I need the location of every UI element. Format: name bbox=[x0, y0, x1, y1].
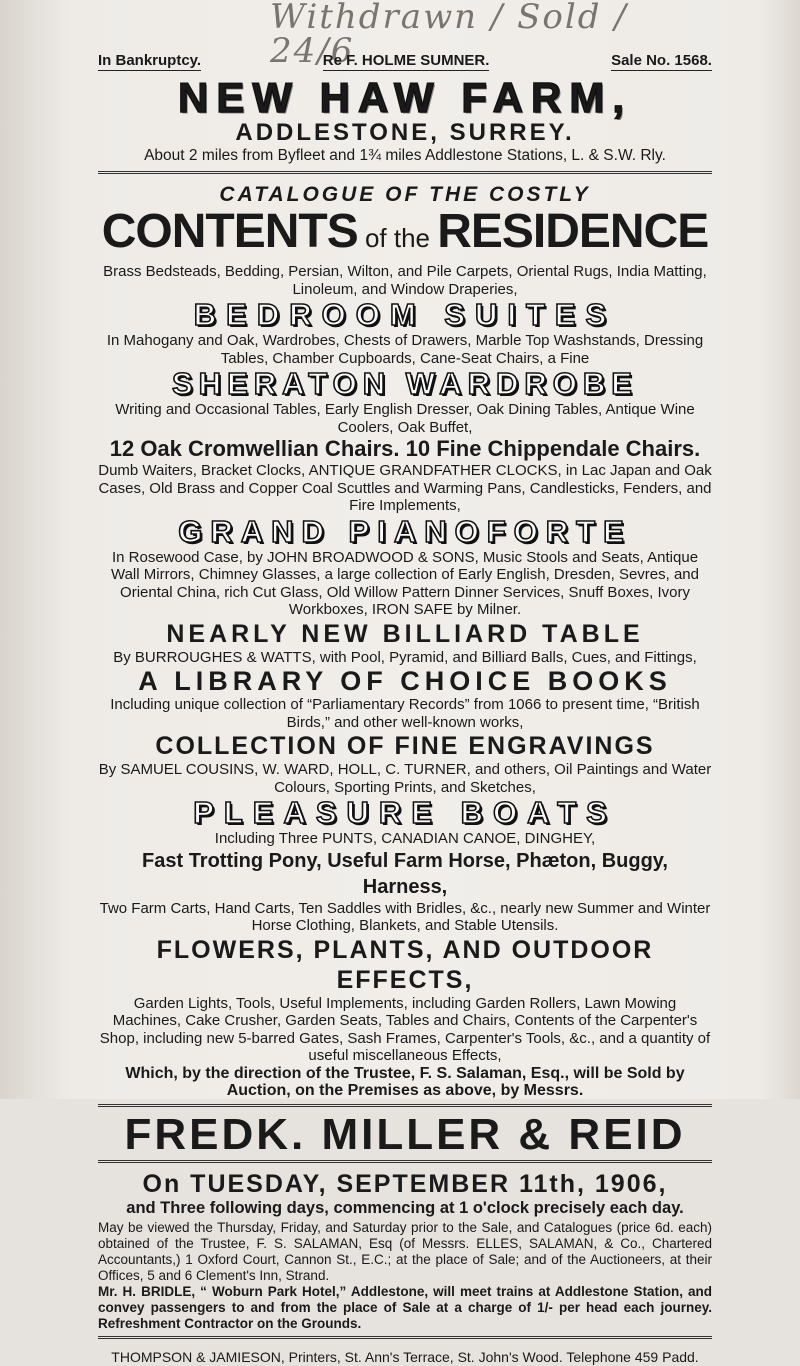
header-left: In Bankruptcy. bbox=[98, 52, 202, 69]
header-right: Sale No. 1568. bbox=[611, 52, 712, 69]
viewing-info: May be viewed the Thursday, Friday, and Saturday prior to the Sale, and Catalogues (price 6d. each) obtained of the Trustee, F. S. SALAMAN, Esq (of Messrs. ELLES, SALAMAN, & Co., Chartered Accountants,) 1 Oxford Court, Cannon St., E.C.; at the place of Sale; and of the Auctioneers, at their Offices, 5 and 6 Clement's Inn, Strand. bbox=[98, 1219, 712, 1283]
dumb-text: Dumb Waiters, Bracket Clocks, ANTIQUE GRANDFATHER CLOCKS, in Lac Japan and Oak Cases, Old Brass and Copper Coal Scuttles and Warming Pans, Candlesticks, Fenders, and Fire Implements, bbox=[98, 462, 712, 514]
flowers-heading: FLOWERS, PLANTS, AND OUTDOOR EFFECTS, bbox=[156, 935, 654, 994]
residence-word: RESIDENCE bbox=[437, 205, 709, 258]
divider bbox=[98, 1104, 712, 1110]
rosewood-text: In Rosewood Case, by JOHN BROADWOOD & SONS, Music Stools and Seats, Antique Wall Mirrors, Chimney Glasses, a large collection of Early English, Dresden, Sevres, and Oriental China, rich Cut Glass, Old Willow Pattern Dinner Services, Snuff Boxes, Ivory Workboxes, IRON SAFE by Milner. bbox=[110, 548, 699, 618]
following-days: and Three following days, commencing at 1 o'clock precisely each day. bbox=[126, 1198, 684, 1217]
contents-word: CONTENTS bbox=[101, 205, 358, 258]
piano-heading: GRAND PIANOFORTE bbox=[178, 513, 632, 549]
divider bbox=[98, 1336, 712, 1342]
location-title: ADDLESTONE, SURREY. bbox=[235, 119, 575, 146]
catalogue-heading: CATALOGUE OF THE COSTLY bbox=[219, 183, 591, 206]
header-line bbox=[98, 52, 712, 71]
auctioneers-name: FREDK. MILLER & REID bbox=[124, 1109, 686, 1159]
printer-line: THOMPSON & JAMIESON, Printers, St. Ann's Terrace, St. John's Wood. Telephone 459 Padd. bbox=[111, 1348, 699, 1365]
bridle-info: Mr. H. BRIDLE, “ Woburn Park Hotel,” Addlestone, will meet trains at Addlestone Station, and convey passengers to and from the place of Sale at a charge of 1/- per head each journey. Refreshment Contractor on the Grounds. bbox=[98, 1283, 712, 1331]
carts-text: Two Farm Carts, Hand Carts, Ten Saddles with Bridles, &c., nearly new Summer and Winter Horse Clothing, Blankets, and Stable Utensils. bbox=[99, 899, 711, 934]
chairs-heading: 12 Oak Cromwellian Chairs. 10 Fine Chippendale Chairs. bbox=[109, 436, 701, 461]
mahogany-text: In Mahogany and Oak, Wardrobes, Chests of Drawers, Marble Top Washstands, Dressing Tables, Chamber Cupboards, Cane-Seat Chairs, a Fine bbox=[106, 332, 704, 367]
of-the-word: of the bbox=[357, 223, 438, 253]
contents-heading bbox=[98, 207, 712, 263]
which-text: Which, by the direction of the Trustee, F. S. Salaman, Esq., will be Sold by Auction, on the Premises as above, by Messrs. bbox=[125, 1064, 685, 1099]
farm-title: NEW HAW FARM, bbox=[178, 74, 632, 121]
catalogue-content bbox=[98, 52, 712, 1366]
engravings-heading: COLLECTION OF FINE ENGRAVINGS bbox=[155, 732, 655, 760]
distance-line: About 2 miles from Byfleet and 1¾ miles Addlestone Stations, L. & S.W. Rly. bbox=[144, 147, 666, 164]
burroughes-text: By BURROUGHES & WATTS, with Pool, Pyramid, and Billiard Balls, Cues, and Fittings, bbox=[113, 648, 697, 666]
pony-heading: Fast Trotting Pony, Useful Farm Horse, Phæton, Buggy, Harness, bbox=[142, 849, 668, 898]
sale-date: On TUESDAY, SEPTEMBER 11th, 1906, bbox=[142, 1169, 668, 1198]
writing-text: Writing and Occasional Tables, Early English Dresser, Oak Dining Tables, Antique Wine Coolers, Oak Buffet, bbox=[115, 401, 695, 436]
punts-text: Including Three PUNTS, CANADIAN CANOE, DINGHEY, bbox=[214, 830, 596, 847]
header-middle: Re F. HOLME SUMNER. bbox=[322, 52, 490, 69]
divider bbox=[98, 1160, 712, 1166]
library-heading: A LIBRARY OF CHOICE BOOKS bbox=[138, 666, 672, 696]
cousins-text: By SAMUEL COUSINS, W. WARD, HOLL, C. TURNER, and others, Oil Paintings and Water Colours, Sporting Prints, and Sketches, bbox=[98, 761, 712, 796]
brass-text: Brass Bedsteads, Bedding, Persian, Wilton, and Pile Carpets, Oriental Rugs, India Matting, Linoleum, and Window Draperies, bbox=[103, 263, 707, 298]
including-text: Including unique collection of “Parliamentary Records” from 1066 to present time, “British Birds,” and other well-known works, bbox=[110, 696, 700, 731]
bedroom-heading: BEDROOM SUITES bbox=[193, 297, 617, 332]
boats-heading: PLEASURE BOATS bbox=[193, 795, 617, 830]
handwritten-note: Withdrawn / Sold / 24/6 bbox=[270, 0, 628, 71]
sheraton-heading: SHERATON WARDROBE bbox=[172, 366, 638, 401]
garden-text: Garden Lights, Tools, Useful Implements, including Garden Rollers, Lawn Mowing Machines, Cake Crusher, Garden Seats, Tables and Chairs, Contents of the Carpenter's Shop, including new 5-barred Gates, Sash Frames, Carpenter's Tools, &c., and a quantity of useful miscellaneous Effects, bbox=[99, 994, 711, 1064]
divider bbox=[98, 171, 712, 177]
billiard-heading: NEARLY NEW BILLIARD TABLE bbox=[166, 619, 644, 648]
